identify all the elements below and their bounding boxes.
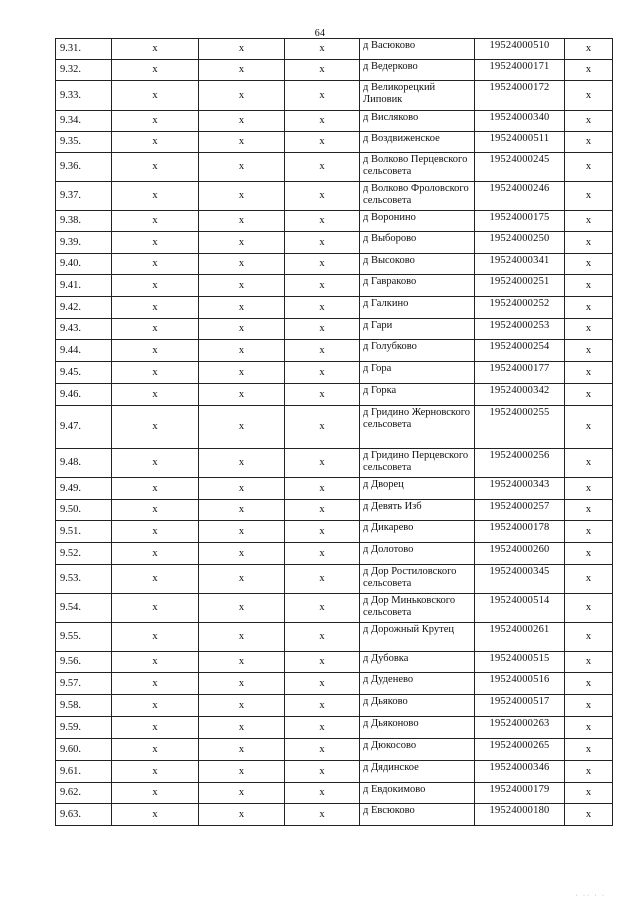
- oktmo-code: 19524000345: [475, 565, 565, 594]
- col1-mark: x: [112, 652, 199, 673]
- col2-mark: x: [199, 39, 285, 60]
- locality-name: д Гора: [360, 362, 475, 384]
- col1-mark: x: [112, 81, 199, 111]
- col1-mark: x: [112, 254, 199, 275]
- col2-mark: x: [199, 232, 285, 254]
- col3-mark: x: [285, 761, 360, 783]
- oktmo-code: 19524000342: [475, 384, 565, 406]
- col7-mark: x: [565, 594, 613, 623]
- col2-mark: x: [199, 695, 285, 717]
- table-row: [56, 565, 613, 594]
- col3-mark: x: [285, 297, 360, 319]
- col1-mark: x: [112, 340, 199, 362]
- row-number: 9.50.: [56, 500, 112, 521]
- table-row: [56, 211, 613, 232]
- col2-mark: x: [199, 132, 285, 153]
- col1-mark: x: [112, 739, 199, 761]
- locality-name: д Дор Ростиловского сельсовета: [360, 565, 475, 594]
- row-number: 9.56.: [56, 652, 112, 673]
- col2-mark: x: [199, 804, 285, 826]
- col3-mark: x: [285, 132, 360, 153]
- col1-mark: x: [112, 594, 199, 623]
- col1-mark: x: [112, 319, 199, 340]
- col7-mark: x: [565, 232, 613, 254]
- col3-mark: x: [285, 594, 360, 623]
- locality-name: д Гридино Жерновского сельсовета: [360, 406, 475, 449]
- locality-name: д Высоково: [360, 254, 475, 275]
- row-number: 9.53.: [56, 565, 112, 594]
- locality-name: д Дикарево: [360, 521, 475, 543]
- locality-name: д Воронино: [360, 211, 475, 232]
- row-number: 9.46.: [56, 384, 112, 406]
- row-number: 9.55.: [56, 623, 112, 652]
- table-row: [56, 39, 613, 60]
- locality-name: д Дьяконово: [360, 717, 475, 739]
- col7-mark: x: [565, 275, 613, 297]
- col1-mark: x: [112, 362, 199, 384]
- table-row: [56, 153, 613, 182]
- col7-mark: x: [565, 543, 613, 565]
- col2-mark: x: [199, 297, 285, 319]
- locality-name: д Гари: [360, 319, 475, 340]
- locality-name: д Евдокимово: [360, 783, 475, 804]
- table-row: [56, 81, 613, 111]
- row-number: 9.36.: [56, 153, 112, 182]
- row-number: 9.37.: [56, 182, 112, 211]
- col2-mark: x: [199, 783, 285, 804]
- page-number: 64: [314, 28, 326, 39]
- table-row: [56, 319, 613, 340]
- col7-mark: x: [565, 652, 613, 673]
- col1-mark: x: [112, 406, 199, 449]
- locality-name: д Волково Перцевского сельсовета: [360, 153, 475, 182]
- locality-name: д Васюково: [360, 39, 475, 60]
- table-row: [56, 362, 613, 384]
- col3-mark: x: [285, 783, 360, 804]
- table-row: [56, 275, 613, 297]
- locality-name: д Дядинское: [360, 761, 475, 783]
- table-row: [56, 673, 613, 695]
- locality-name: д Выборово: [360, 232, 475, 254]
- oktmo-code: 19524000256: [475, 449, 565, 478]
- row-number: 9.58.: [56, 695, 112, 717]
- col1-mark: x: [112, 211, 199, 232]
- col7-mark: x: [565, 406, 613, 449]
- col1-mark: x: [112, 132, 199, 153]
- oktmo-code: 19524000179: [475, 783, 565, 804]
- oktmo-code: 19524000261: [475, 623, 565, 652]
- col1-mark: x: [112, 39, 199, 60]
- row-number: 9.48.: [56, 449, 112, 478]
- row-number: 9.41.: [56, 275, 112, 297]
- table-row: [56, 297, 613, 319]
- col7-mark: x: [565, 761, 613, 783]
- col3-mark: x: [285, 275, 360, 297]
- table-row: [56, 521, 613, 543]
- table-row: [56, 132, 613, 153]
- col3-mark: x: [285, 319, 360, 340]
- row-number: 9.33.: [56, 81, 112, 111]
- locality-name: д Дуденево: [360, 673, 475, 695]
- col3-mark: x: [285, 695, 360, 717]
- col2-mark: x: [199, 673, 285, 695]
- locality-name: д Дор Миньковского сельсовета: [360, 594, 475, 623]
- col3-mark: x: [285, 449, 360, 478]
- table-row: [56, 543, 613, 565]
- col7-mark: x: [565, 565, 613, 594]
- col2-mark: x: [199, 449, 285, 478]
- col2-mark: x: [199, 182, 285, 211]
- col3-mark: x: [285, 652, 360, 673]
- col1-mark: x: [112, 543, 199, 565]
- row-number: 9.47.: [56, 406, 112, 449]
- oktmo-code: 19524000343: [475, 478, 565, 500]
- row-number: 9.49.: [56, 478, 112, 500]
- locality-name: д Волково Фроловского сельсовета: [360, 182, 475, 211]
- col7-mark: x: [565, 297, 613, 319]
- oktmo-code: 19524000175: [475, 211, 565, 232]
- col2-mark: x: [199, 340, 285, 362]
- col7-mark: x: [565, 500, 613, 521]
- row-number: 9.38.: [56, 211, 112, 232]
- oktmo-code: 19524000260: [475, 543, 565, 565]
- col3-mark: x: [285, 717, 360, 739]
- col7-mark: x: [565, 81, 613, 111]
- col3-mark: x: [285, 406, 360, 449]
- locality-name: д Великорецкий Липовик: [360, 81, 475, 111]
- oktmo-code: 19524000180: [475, 804, 565, 826]
- oktmo-code: 19524000517: [475, 695, 565, 717]
- table-row: [56, 232, 613, 254]
- oktmo-code: 19524000246: [475, 182, 565, 211]
- col2-mark: x: [199, 153, 285, 182]
- col7-mark: x: [565, 111, 613, 132]
- locality-name: д Дюкосово: [360, 739, 475, 761]
- table-row: [56, 478, 613, 500]
- row-number: 9.40.: [56, 254, 112, 275]
- oktmo-code: 19524000515: [475, 652, 565, 673]
- col2-mark: x: [199, 500, 285, 521]
- col3-mark: x: [285, 232, 360, 254]
- row-number: 9.35.: [56, 132, 112, 153]
- row-number: 9.63.: [56, 804, 112, 826]
- locality-name: д Висляково: [360, 111, 475, 132]
- col2-mark: x: [199, 254, 285, 275]
- oktmo-code: 19524000341: [475, 254, 565, 275]
- col7-mark: x: [565, 783, 613, 804]
- table-row: [56, 783, 613, 804]
- col3-mark: x: [285, 478, 360, 500]
- col2-mark: x: [199, 406, 285, 449]
- table-body: [56, 39, 613, 826]
- locality-name: д Ведерково: [360, 60, 475, 81]
- col7-mark: x: [565, 478, 613, 500]
- locality-name: д Голубково: [360, 340, 475, 362]
- col3-mark: x: [285, 521, 360, 543]
- scan-mark: · ·· · ·: [575, 893, 606, 899]
- col3-mark: x: [285, 340, 360, 362]
- table-row: [56, 717, 613, 739]
- col7-mark: x: [565, 521, 613, 543]
- col1-mark: x: [112, 60, 199, 81]
- locality-name: д Горка: [360, 384, 475, 406]
- col2-mark: x: [199, 652, 285, 673]
- row-number: 9.32.: [56, 60, 112, 81]
- col3-mark: x: [285, 384, 360, 406]
- oktmo-code: 19524000171: [475, 60, 565, 81]
- col2-mark: x: [199, 623, 285, 652]
- col2-mark: x: [199, 543, 285, 565]
- col7-mark: x: [565, 362, 613, 384]
- col7-mark: x: [565, 695, 613, 717]
- table-row: [56, 182, 613, 211]
- col1-mark: x: [112, 717, 199, 739]
- col1-mark: x: [112, 695, 199, 717]
- col3-mark: x: [285, 254, 360, 275]
- row-number: 9.44.: [56, 340, 112, 362]
- row-number: 9.51.: [56, 521, 112, 543]
- table-row: [56, 594, 613, 623]
- oktmo-code: 19524000511: [475, 132, 565, 153]
- col1-mark: x: [112, 182, 199, 211]
- col3-mark: x: [285, 500, 360, 521]
- col2-mark: x: [199, 211, 285, 232]
- locality-name: д Дорожный Крутец: [360, 623, 475, 652]
- row-number: 9.52.: [56, 543, 112, 565]
- col2-mark: x: [199, 478, 285, 500]
- oktmo-code: 19524000177: [475, 362, 565, 384]
- table-row: [56, 406, 613, 449]
- col1-mark: x: [112, 111, 199, 132]
- locality-name: д Галкино: [360, 297, 475, 319]
- col1-mark: x: [112, 673, 199, 695]
- locality-name: д Гавраково: [360, 275, 475, 297]
- row-number: 9.34.: [56, 111, 112, 132]
- row-number: 9.57.: [56, 673, 112, 695]
- col7-mark: x: [565, 132, 613, 153]
- col2-mark: x: [199, 594, 285, 623]
- row-number: 9.43.: [56, 319, 112, 340]
- oktmo-code: 19524000178: [475, 521, 565, 543]
- locality-name: д Воздвиженское: [360, 132, 475, 153]
- table-row: [56, 739, 613, 761]
- col1-mark: x: [112, 623, 199, 652]
- col2-mark: x: [199, 60, 285, 81]
- row-number: 9.62.: [56, 783, 112, 804]
- col2-mark: x: [199, 565, 285, 594]
- col3-mark: x: [285, 804, 360, 826]
- table-row: [56, 500, 613, 521]
- oktmo-code: 19524000251: [475, 275, 565, 297]
- col3-mark: x: [285, 211, 360, 232]
- col2-mark: x: [199, 111, 285, 132]
- col2-mark: x: [199, 761, 285, 783]
- oktmo-code: 19524000245: [475, 153, 565, 182]
- col7-mark: x: [565, 153, 613, 182]
- col3-mark: x: [285, 81, 360, 111]
- oktmo-code: 19524000346: [475, 761, 565, 783]
- locality-name: д Дубовка: [360, 652, 475, 673]
- col3-mark: x: [285, 565, 360, 594]
- col1-mark: x: [112, 449, 199, 478]
- col1-mark: x: [112, 521, 199, 543]
- col1-mark: x: [112, 783, 199, 804]
- table-row: [56, 449, 613, 478]
- col7-mark: x: [565, 673, 613, 695]
- col1-mark: x: [112, 565, 199, 594]
- oktmo-code: 19524000263: [475, 717, 565, 739]
- locality-name: д Долотово: [360, 543, 475, 565]
- table-row: [56, 623, 613, 652]
- col7-mark: x: [565, 623, 613, 652]
- locality-name: д Дворец: [360, 478, 475, 500]
- row-number: 9.42.: [56, 297, 112, 319]
- row-number: 9.39.: [56, 232, 112, 254]
- row-number: 9.60.: [56, 739, 112, 761]
- col2-mark: x: [199, 319, 285, 340]
- col7-mark: x: [565, 449, 613, 478]
- col7-mark: x: [565, 182, 613, 211]
- row-number: 9.59.: [56, 717, 112, 739]
- col7-mark: x: [565, 739, 613, 761]
- oktmo-code: 19524000514: [475, 594, 565, 623]
- oktmo-code: 19524000250: [475, 232, 565, 254]
- col3-mark: x: [285, 623, 360, 652]
- col1-mark: x: [112, 153, 199, 182]
- row-number: 9.31.: [56, 39, 112, 60]
- locality-name: д Девять Изб: [360, 500, 475, 521]
- col1-mark: x: [112, 804, 199, 826]
- col3-mark: x: [285, 153, 360, 182]
- col1-mark: x: [112, 232, 199, 254]
- col3-mark: x: [285, 362, 360, 384]
- col7-mark: x: [565, 319, 613, 340]
- col3-mark: x: [285, 111, 360, 132]
- col7-mark: x: [565, 39, 613, 60]
- col1-mark: x: [112, 500, 199, 521]
- col7-mark: x: [565, 254, 613, 275]
- table-row: [56, 652, 613, 673]
- col2-mark: x: [199, 275, 285, 297]
- row-number: 9.61.: [56, 761, 112, 783]
- locality-name: д Евсюково: [360, 804, 475, 826]
- oktmo-code: 19524000257: [475, 500, 565, 521]
- oktmo-code: 19524000265: [475, 739, 565, 761]
- col7-mark: x: [565, 804, 613, 826]
- col1-mark: x: [112, 384, 199, 406]
- table-row: [56, 761, 613, 783]
- col7-mark: x: [565, 60, 613, 81]
- row-number: 9.54.: [56, 594, 112, 623]
- oktmo-code: 19524000254: [475, 340, 565, 362]
- locality-name: д Дьяково: [360, 695, 475, 717]
- col3-mark: x: [285, 182, 360, 211]
- oktmo-code: 19524000516: [475, 673, 565, 695]
- col2-mark: x: [199, 739, 285, 761]
- col1-mark: x: [112, 478, 199, 500]
- table-row: [56, 60, 613, 81]
- oktmo-code: 19524000172: [475, 81, 565, 111]
- col1-mark: x: [112, 297, 199, 319]
- registry-table: [55, 38, 613, 826]
- col3-mark: x: [285, 739, 360, 761]
- table-row: [56, 804, 613, 826]
- table-row: [56, 340, 613, 362]
- col3-mark: x: [285, 543, 360, 565]
- row-number: 9.45.: [56, 362, 112, 384]
- col1-mark: x: [112, 761, 199, 783]
- table-row: [56, 254, 613, 275]
- col7-mark: x: [565, 384, 613, 406]
- col7-mark: x: [565, 340, 613, 362]
- col2-mark: x: [199, 362, 285, 384]
- oktmo-code: 19524000252: [475, 297, 565, 319]
- oktmo-code: 19524000510: [475, 39, 565, 60]
- oktmo-code: 19524000340: [475, 111, 565, 132]
- col1-mark: x: [112, 275, 199, 297]
- locality-name: д Гридино Перцевского сельсовета: [360, 449, 475, 478]
- col7-mark: x: [565, 211, 613, 232]
- table-row: [56, 695, 613, 717]
- table-row: [56, 384, 613, 406]
- col7-mark: x: [565, 717, 613, 739]
- col3-mark: x: [285, 673, 360, 695]
- oktmo-code: 19524000255: [475, 406, 565, 449]
- col2-mark: x: [199, 81, 285, 111]
- table-row: [56, 111, 613, 132]
- col2-mark: x: [199, 521, 285, 543]
- col2-mark: x: [199, 717, 285, 739]
- col3-mark: x: [285, 39, 360, 60]
- oktmo-code: 19524000253: [475, 319, 565, 340]
- col2-mark: x: [199, 384, 285, 406]
- col3-mark: x: [285, 60, 360, 81]
